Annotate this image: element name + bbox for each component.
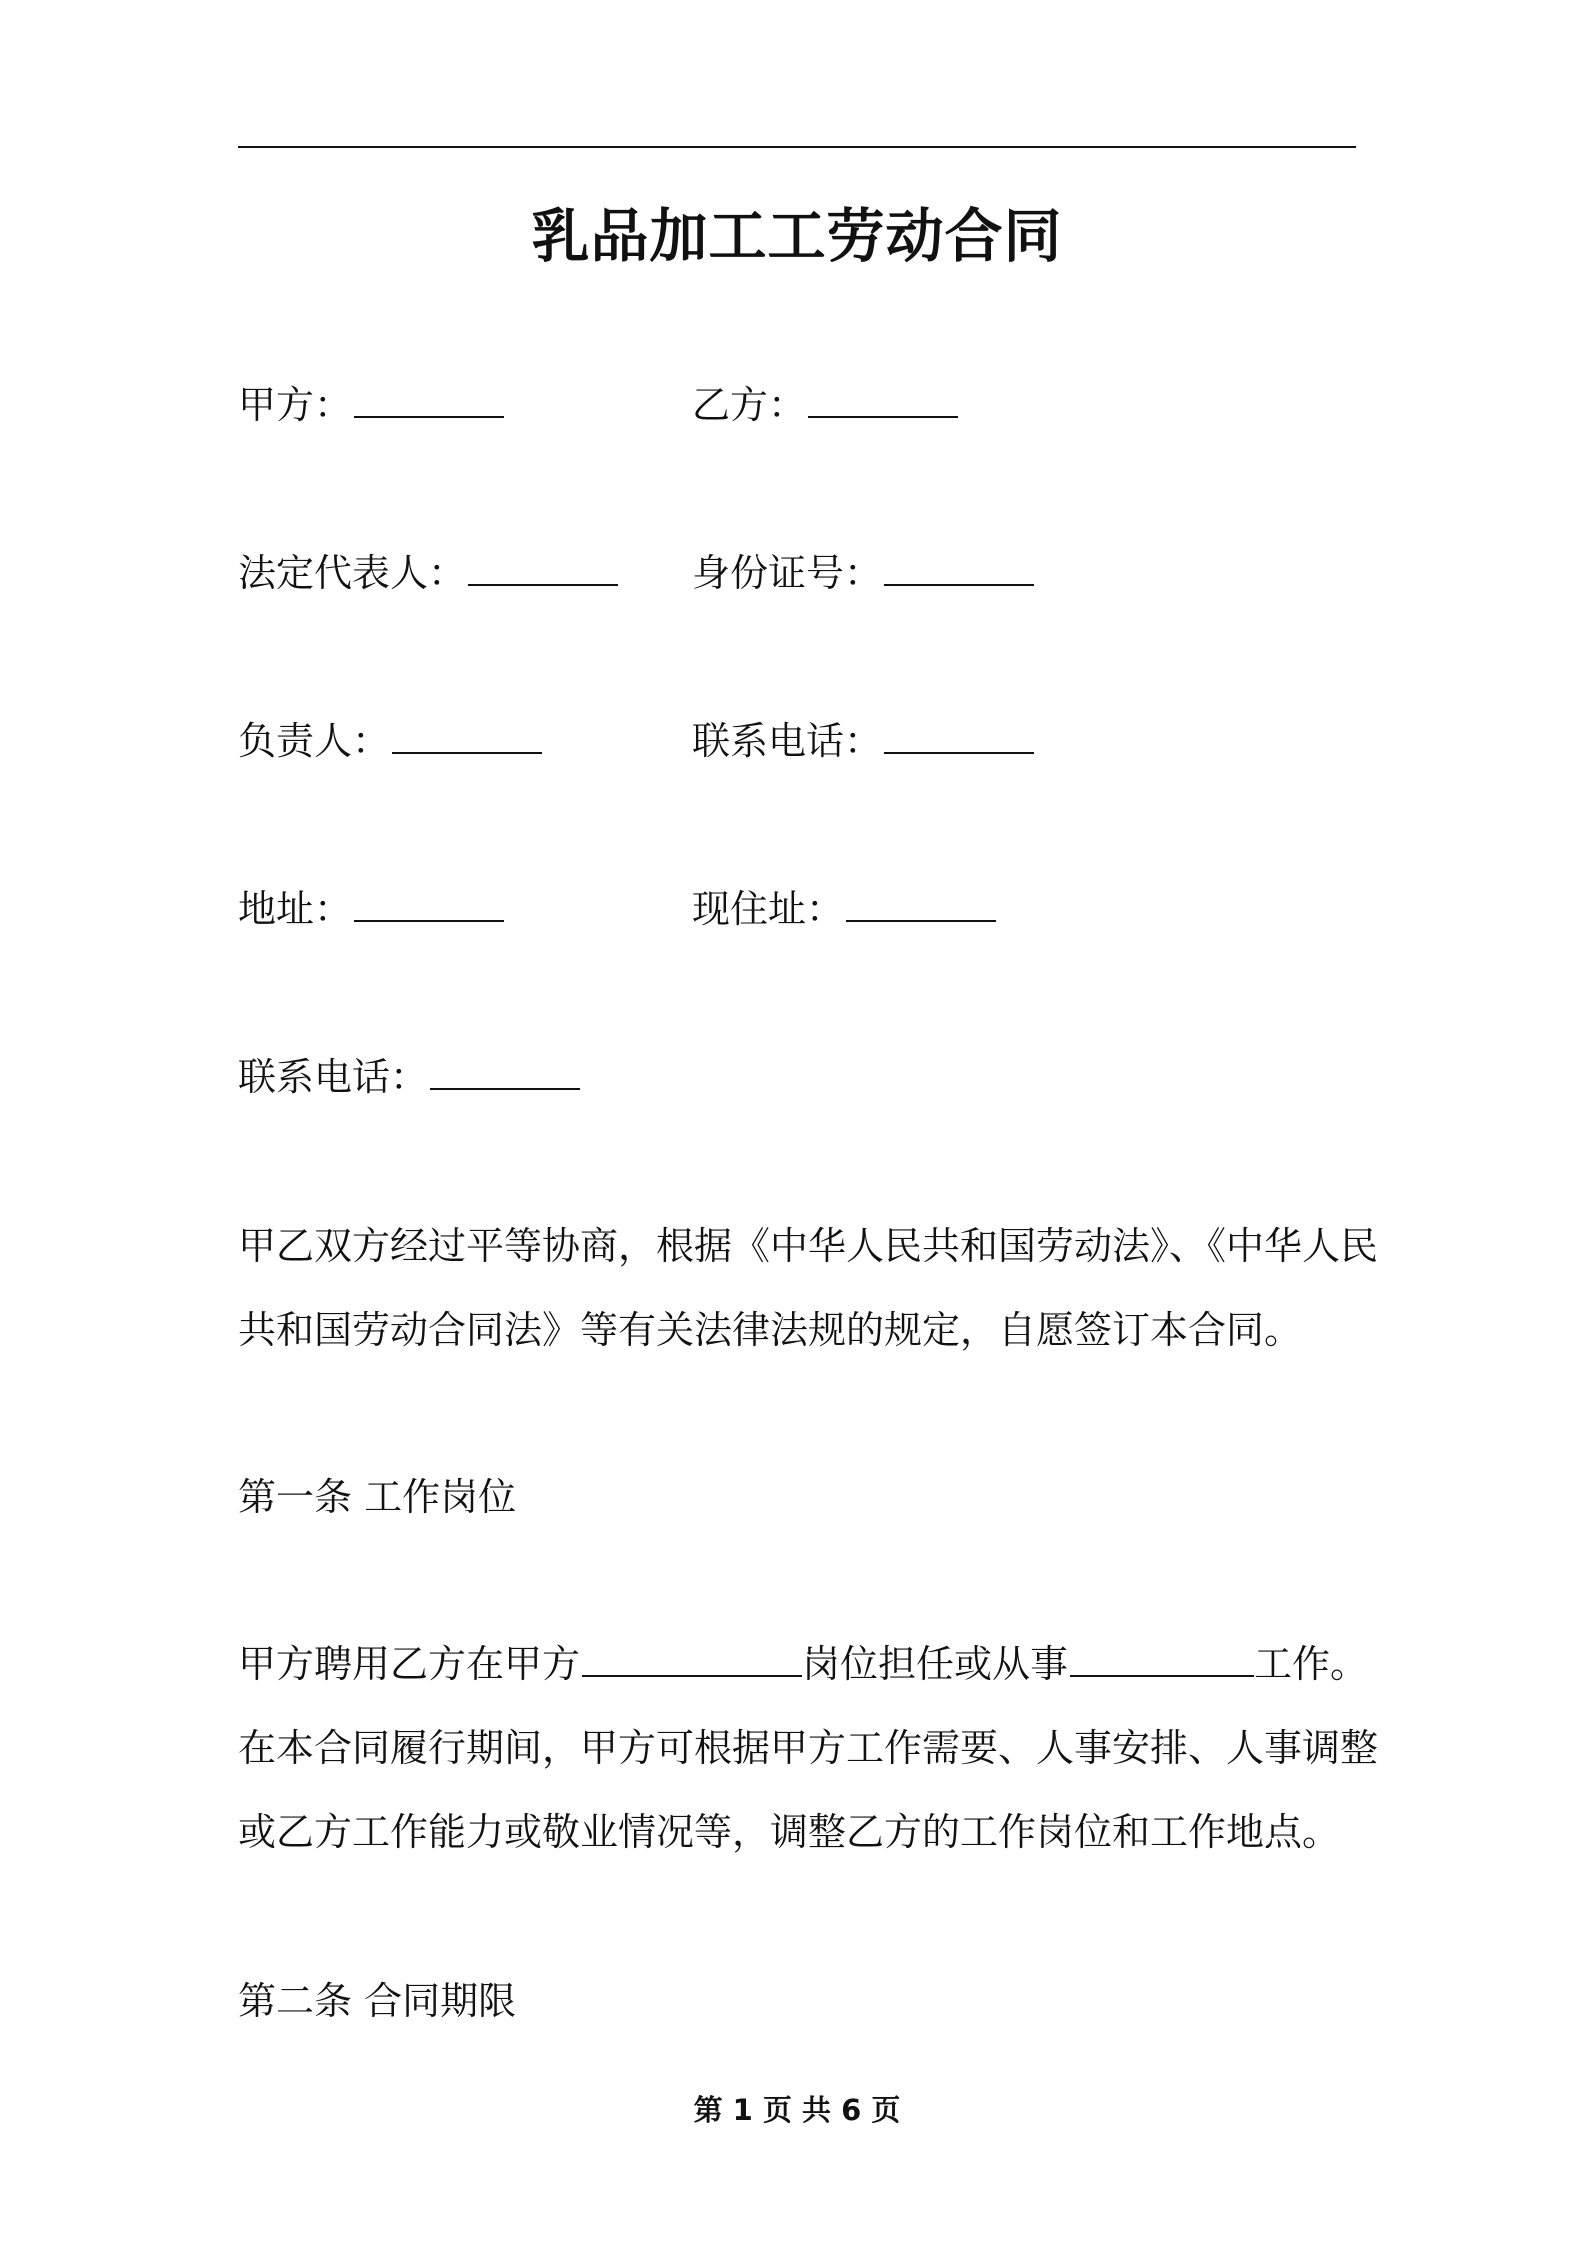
intro-paragraph [238, 1204, 1379, 1372]
article-1-line-1-part-b: 岗位担任或从事 [802, 1642, 1069, 1686]
article-1-line-1 [238, 1622, 1368, 1706]
party-b-field [692, 380, 958, 430]
current-address-field [692, 884, 996, 934]
id-number-label: 身份证号： [692, 551, 883, 595]
party-a-field [238, 380, 504, 430]
contact-phone-b-field [692, 716, 1034, 766]
page-number: 第 1 页 共 6 页 [693, 2093, 901, 2127]
person-in-charge-blank[interactable] [392, 718, 542, 754]
id-number-blank[interactable] [884, 550, 1034, 586]
position-blank[interactable] [582, 1641, 802, 1677]
article-2-heading: 第二条 合同期限 [238, 1979, 517, 2023]
party-a-label: 甲方： [238, 383, 353, 427]
legal-rep-blank[interactable] [468, 550, 618, 586]
article-1-paragraph [238, 1622, 1379, 1874]
article-1-line-1-part-a: 甲方聘用乙方在甲方 [238, 1642, 581, 1686]
address-blank[interactable] [354, 886, 504, 922]
article-1-line-1-part-c: 工作。 [1254, 1642, 1369, 1686]
party-b-label: 乙方： [692, 383, 807, 427]
article-1-line-3: 或乙方工作能力或敬业情况等，调整乙方的工作岗位和工作地点。 [238, 1810, 1341, 1854]
contact-phone-a-blank[interactable] [430, 1054, 580, 1090]
work-blank[interactable] [1070, 1641, 1254, 1677]
legal-rep-label: 法定代表人： [238, 551, 467, 595]
document-title: 乳品加工工劳动合同 [531, 202, 1063, 270]
intro-line-1: 甲乙双方经过平等协商，根据《中华人民共和国劳动法》、《中华人民 [238, 1224, 1379, 1268]
address-label: 地址： [238, 887, 353, 931]
contact-phone-a-field [238, 1052, 580, 1102]
party-a-blank[interactable] [354, 382, 504, 418]
article-1-heading: 第一条 工作岗位 [238, 1475, 517, 1519]
id-number-field [692, 548, 1034, 598]
contact-phone-b-blank[interactable] [884, 718, 1034, 754]
article-1-line-2: 在本合同履行期间，甲方可根据甲方工作需要、人事安排、人事调整 [238, 1726, 1379, 1770]
contact-phone-b-label: 联系电话： [692, 719, 883, 763]
contact-phone-a-label: 联系电话： [238, 1055, 429, 1099]
person-in-charge-label: 负责人： [238, 719, 391, 763]
address-field [238, 884, 504, 934]
person-in-charge-field [238, 716, 542, 766]
legal-rep-field [238, 548, 618, 598]
current-address-blank[interactable] [846, 886, 996, 922]
party-b-blank[interactable] [808, 382, 958, 418]
current-address-label: 现住址： [692, 887, 845, 931]
header-rule [238, 146, 1356, 148]
intro-line-2: 共和国劳动合同法》等有关法律法规的规定，自愿签订本合同。 [238, 1308, 1303, 1352]
